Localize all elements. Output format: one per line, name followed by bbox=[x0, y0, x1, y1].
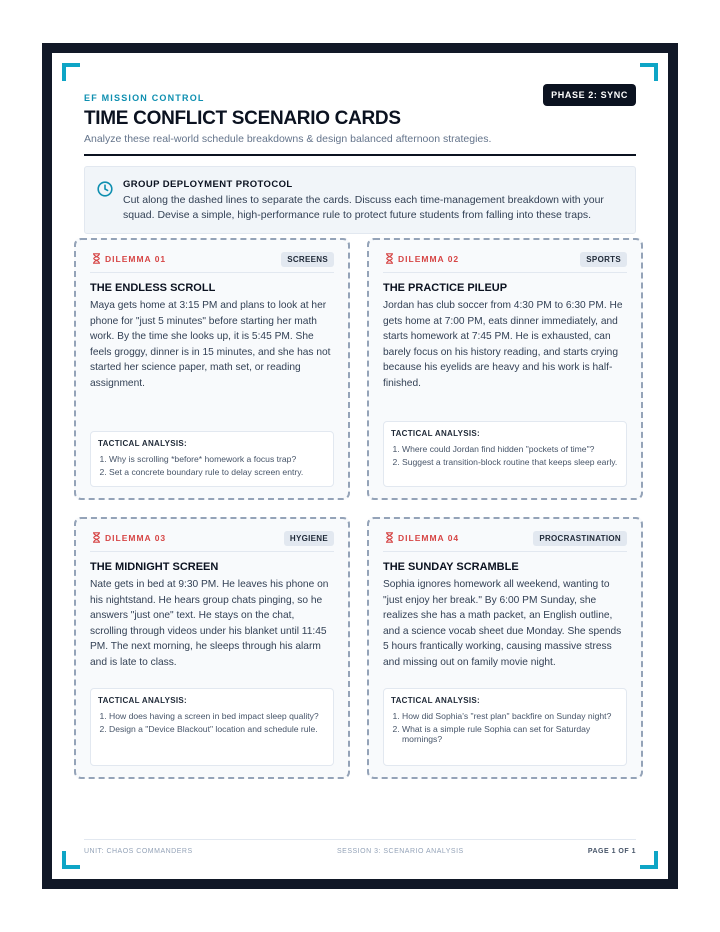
category-badge: HYGIENE bbox=[284, 531, 334, 546]
question-item: 1. Where could Jordan find hidden "pockets of time"? bbox=[402, 444, 619, 455]
dilemma-label: DILEMMA 02 bbox=[398, 254, 460, 264]
footer-unit: UNIT: CHAOS COMMANDERS bbox=[84, 848, 193, 855]
category-badge: PROCRASTINATION bbox=[533, 531, 627, 546]
corner-mark bbox=[62, 851, 80, 869]
page-subtitle: Analyze these real-world schedule breakdowns & design balanced afternoon strategies. bbox=[84, 133, 492, 145]
dilemma-label: DILEMMA 01 bbox=[105, 254, 167, 264]
tactical-analysis-box bbox=[90, 431, 334, 487]
tactical-heading: TACTICAL ANALYSIS: bbox=[391, 429, 480, 438]
question-list bbox=[391, 444, 619, 469]
dilemma-label: DILEMMA 04 bbox=[398, 533, 460, 543]
category-badge: SCREENS bbox=[281, 252, 334, 267]
card-divider bbox=[383, 551, 627, 552]
question-item: 2. Suggest a transition-block routine that keeps sleep early. bbox=[402, 457, 619, 468]
scenario-card bbox=[367, 517, 643, 779]
category-badge: SPORTS bbox=[580, 252, 627, 267]
hourglass-icon bbox=[385, 253, 394, 264]
hourglass-icon bbox=[92, 253, 101, 264]
phase-badge: PHASE 2: SYNC bbox=[543, 84, 636, 106]
title-divider bbox=[84, 154, 636, 156]
question-list bbox=[98, 711, 326, 736]
question-item: 2. Set a concrete boundary rule to delay screen entry. bbox=[109, 467, 326, 478]
footer-page-number: PAGE 1 OF 1 bbox=[587, 848, 636, 855]
tactical-heading: TACTICAL ANALYSIS: bbox=[98, 439, 187, 448]
corner-mark bbox=[640, 851, 658, 869]
footer-divider bbox=[84, 839, 636, 840]
dilemma-tag bbox=[92, 253, 166, 264]
question-item: 1. Why is scrolling *before* homework a focus trap? bbox=[109, 454, 326, 465]
kicker: EF MISSION CONTROL bbox=[84, 93, 205, 103]
dilemma-tag bbox=[385, 253, 459, 264]
page-title: TIME CONFLICT SCENARIO CARDS bbox=[84, 108, 401, 129]
card-divider bbox=[90, 272, 334, 273]
card-story: Nate gets in bed at 9:30 PM. He leaves his phone on his nightstand. He hears group chats pinging, so he answers "just one" text. He stays on the chat, scrolling through videos under his blanket until 11:45 PM. The next morning, he sleeps through his alarm and is late to class. bbox=[90, 579, 329, 668]
worksheet bbox=[52, 53, 668, 879]
scenario-card bbox=[74, 238, 350, 500]
card-story: Sophia ignores homework all weekend, wanting to "just enjoy her break." By 6:00 PM Sunday, she realizes she has a math packet, an English outline, and a science vocab sheet due Monday. She spends 5 hours frantically working, causing massive stress and missing out on family movie night. bbox=[383, 579, 622, 668]
card-title: THE ENDLESS SCROLL bbox=[90, 282, 216, 294]
tactical-analysis-box bbox=[383, 421, 627, 487]
question-item: 1. How does having a screen in bed impact sleep quality? bbox=[109, 711, 326, 722]
question-list bbox=[391, 711, 619, 747]
tactical-heading: TACTICAL ANALYSIS: bbox=[98, 696, 187, 705]
question-item: 2. What is a simple rule Sophia can set for Saturday mornings? bbox=[402, 724, 619, 745]
card-story: Maya gets home at 3:15 PM and plans to look at her phone for "just 5 minutes" before starting her math work. By the time she looks up, it is 5:45 PM. She feels groggy, dinner is in 15 minutes, and she has not started her science paper, math set, or reading assignment. bbox=[90, 300, 331, 389]
card-story: Jordan has club soccer from 4:30 PM to 6:30 PM. He gets home at 7:00 PM, eats dinner immediately, and starts homework at 7:45 PM. He is exhausted, can barely focus on his history reading, and starts crying because his eyelids are heavy and his work is half-finished. bbox=[383, 300, 623, 389]
scenario-card bbox=[367, 238, 643, 500]
clock-icon bbox=[97, 181, 113, 202]
card-title: THE MIDNIGHT SCREEN bbox=[90, 561, 219, 573]
page-frame bbox=[42, 43, 678, 889]
scenario-card bbox=[74, 517, 350, 779]
corner-mark bbox=[640, 63, 658, 81]
card-title: THE PRACTICE PILEUP bbox=[383, 282, 508, 294]
tactical-analysis-box bbox=[90, 688, 334, 766]
dilemma-label: DILEMMA 03 bbox=[105, 533, 167, 543]
dilemma-tag bbox=[385, 532, 459, 543]
dilemma-tag bbox=[92, 532, 166, 543]
protocol-text: Cut along the dashed lines to separate the cards. Discuss each time-management breakdown with your squad. Devise a simple, high-performance rule to protect future students from falling into these traps. bbox=[123, 194, 604, 221]
hourglass-icon bbox=[92, 532, 101, 543]
card-divider bbox=[383, 272, 627, 273]
tactical-heading: TACTICAL ANALYSIS: bbox=[391, 696, 480, 705]
tactical-analysis-box bbox=[383, 688, 627, 766]
protocol-box bbox=[84, 166, 636, 234]
protocol-title: GROUP DEPLOYMENT PROTOCOL bbox=[123, 179, 293, 190]
corner-mark bbox=[62, 63, 80, 81]
card-title: THE SUNDAY SCRAMBLE bbox=[383, 561, 519, 573]
card-divider bbox=[90, 551, 334, 552]
question-list bbox=[98, 454, 326, 479]
hourglass-icon bbox=[385, 532, 394, 543]
question-item: 1. How did Sophia's "rest plan" backfire on Sunday night? bbox=[402, 711, 619, 722]
footer-session: SESSION 3: SCENARIO ANALYSIS bbox=[337, 848, 464, 855]
question-item: 2. Design a "Device Blackout" location and schedule rule. bbox=[109, 724, 326, 735]
